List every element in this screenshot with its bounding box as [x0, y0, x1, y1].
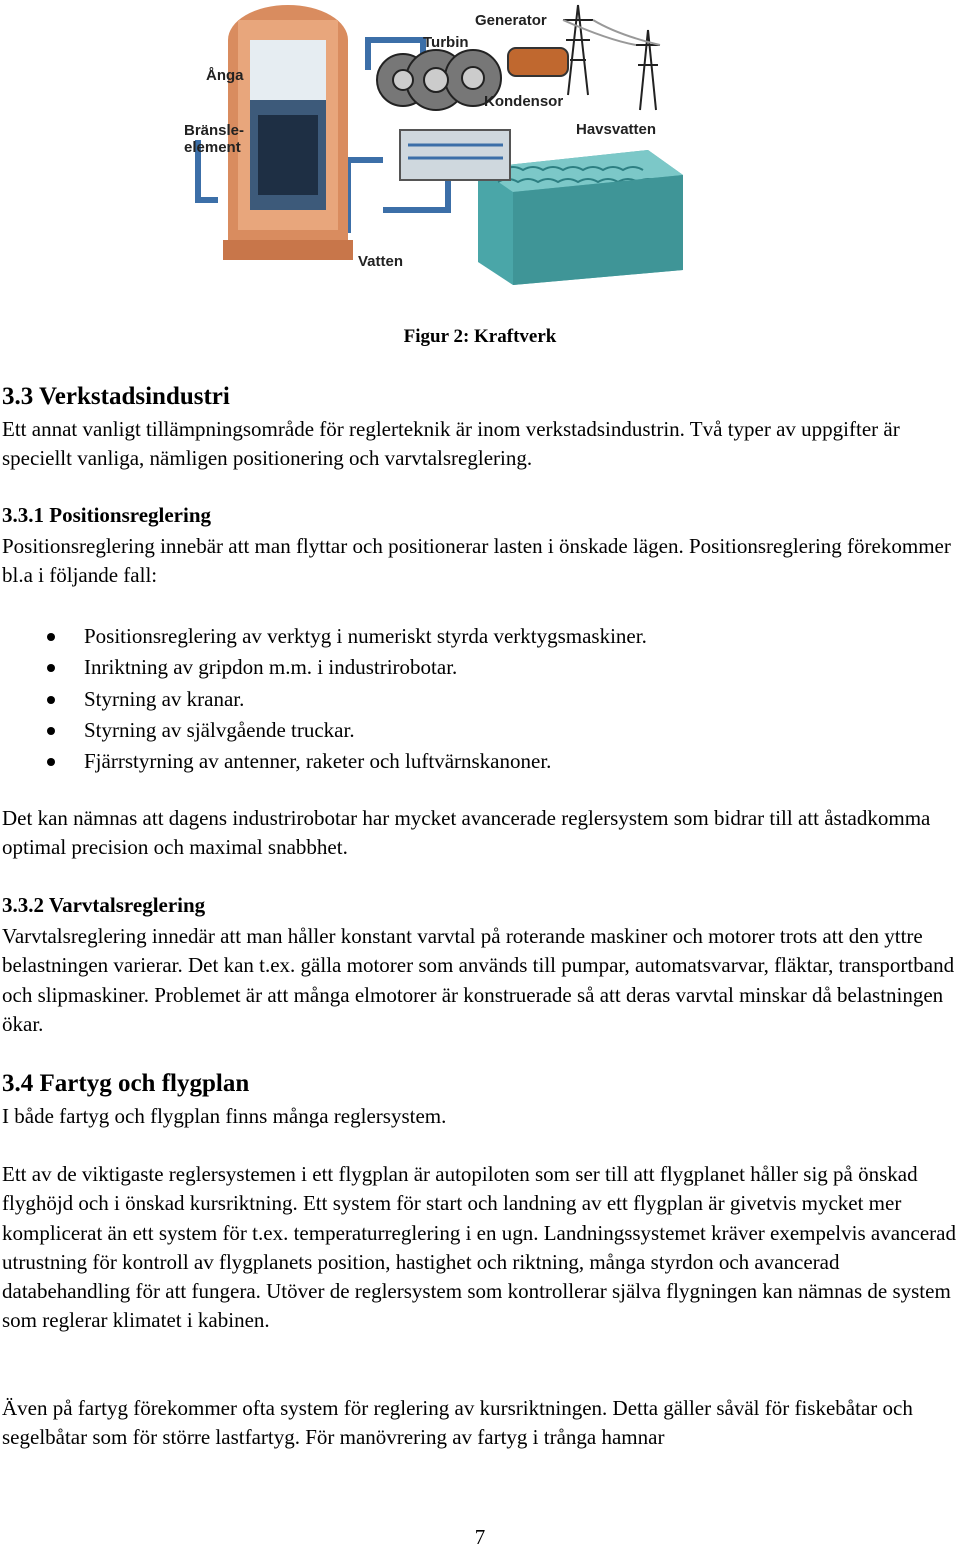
- list-item: Styrning av kranar.: [0, 684, 900, 715]
- label-turbin: Turbin: [423, 34, 469, 51]
- figure-caption: Figur 2: Kraftverk: [403, 326, 557, 347]
- power-plant-diagram: [178, 0, 688, 285]
- label-kondensor: Kondensor: [484, 93, 564, 110]
- list-item: Fjärrstyrning av antenner, raketer och luftvärnskanoner.: [0, 746, 900, 777]
- list-item: Positionsreglering av verktyg i numeriskt styrda verktygsmaskiner.: [0, 621, 900, 652]
- label-bransle-1: Bränsle-: [184, 122, 245, 139]
- list-item: Inriktning av gripdon m.m. i industrirobotar.: [0, 652, 900, 683]
- paragraph-3-3-1: Positionsreglering innebär att man flyttar och positionerar lasten i önskade lägen. Positionsreglering förekommer bl.a i följande fall:: [2, 534, 951, 588]
- condenser-icon: [400, 130, 510, 180]
- label-generator: Generator: [475, 12, 547, 29]
- label-havsvatten: Havsvatten: [576, 121, 657, 138]
- label-anga: Ånga: [206, 67, 244, 84]
- paragraph-3-3: Ett annat vanligt tillämpningsområde för reglerteknik är inom verkstadsindustrin. Två typer av uppgifter är speciellt vanliga, nämligen positionering och varvtalsreglering.: [2, 417, 900, 471]
- heading-3-3: 3.3 Verkstadsindustri: [2, 383, 230, 410]
- page-number: 7: [474, 1525, 486, 1549]
- turbine-icon: [377, 50, 501, 110]
- power-tower-icon: [563, 5, 660, 110]
- list-item: Styrning av självgående truckar.: [0, 715, 900, 746]
- paragraph-robots: Det kan nämnas att dagens industrirobotar har mycket avancerade reglersystem som bidrar till att åstadkomma optimal precision och maximal snabbhet.: [2, 806, 931, 860]
- heading-3-4: 3.4 Fartyg och flygplan: [2, 1070, 250, 1097]
- paragraph-3-4-ships: Även på fartyg förekommer ofta system för reglering av kursriktningen. Detta gäller såväl för fiskebåtar och segelbåtar som för större lastfartyg. För manövrering av fartyg i trånga hamnar: [2, 1396, 913, 1450]
- label-bransle-2: element: [184, 139, 241, 156]
- paragraph-3-3-2: Varvtalsreglering innedär att man håller konstant varvtal på roterande maskiner och motorer trots att den yttre belastningen varierar. Det kan t.ex. gälla motorer som används till pumpar, automatsvarvar, fläktar, transportband och slipmaskiner. Problemet är att många elmotorer är konstruerade så att deras varvtal minskar då belastningen ökar.: [2, 924, 955, 1036]
- paragraph-3-4-aircraft: Ett av de viktigaste reglersystemen i ett flygplan är autopiloten som ser till att flygplanet håller sig på önskad flyghöjd och i önskad kursriktning. Ett system för start och landning av ett flygplan är givetvis mycket mer komplicerat än ett system för t.ex. temperaturreglering i en ugn. Landningssystemet kräver exempelvis avancerad utrustning för kontroll av flygplanets position, hastighet och riktning, många styrdon och avancerad databehandling för att fungera. Utöver de reglersystem som kontrollerar själva flygningen kan nämnas de system som reglerar klimatet i kabinen.: [2, 1162, 956, 1333]
- paragraph-3-4-intro: I både fartyg och flygplan finns många reglersystem.: [2, 1104, 447, 1128]
- generator-icon: [508, 48, 568, 76]
- heading-3-3-1: 3.3.1 Positionsreglering: [2, 503, 212, 527]
- bullet-list: [0, 621, 900, 777]
- heading-3-3-2: 3.3.2 Varvtalsreglering: [2, 893, 206, 917]
- label-vatten: Vatten: [358, 253, 404, 270]
